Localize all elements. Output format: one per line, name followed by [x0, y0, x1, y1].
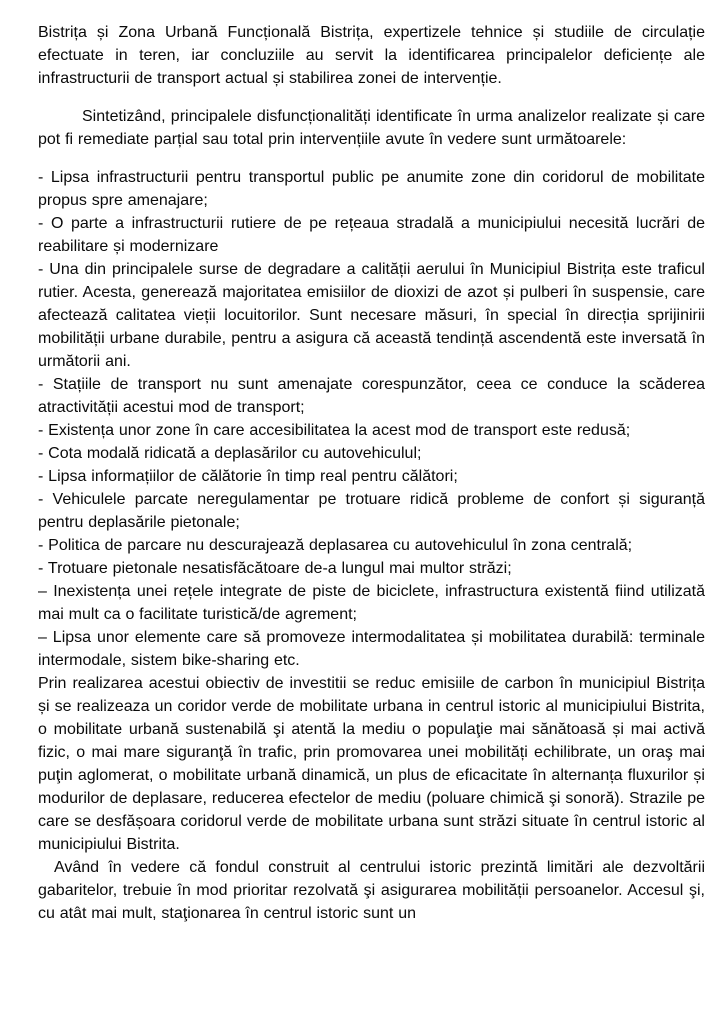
deficiency-item-politica-parcare: - Politica de parcare nu descurajează deplasarea cu autovehiculul în zona centrală; [38, 537, 633, 554]
deficiency-item-accesibilitate: - Existența unor zone în care accesibilitatea la acest mod de transport este redusă; [38, 422, 631, 439]
deficiency-item-calitate-aer: - Una din principalele surse de degradare a calității aerului în Municipiul Bistrița este traficul rutier. Acesta, generează majoritatea emisiilor de dioxizi de azot și pulberi în suspensie, care afectează calitatea vieții locuitorilor. Sunt necesare măsuri, în special în direcția sprijinirii mobilității urbane durabile, pentru a asigura că această tendință ascendentă este inversată în următorii ani. [38, 261, 705, 370]
para-avand-in-vedere: Având în vedere că fondul construit al centrului istoric prezintă limitări ale dezvoltării gabaritelor, trebuie în mod prioritar rezolvată şi asigurarea mobilității persoanelor. Accesul şi, cu atât mai mult, staţionarea în centrul istoric sunt un [38, 859, 705, 922]
deficiency-item-intermodalitate: – Lipsa unor elemente care să promoveze intermodalitatea și mobilitatea durabilă: terminale intermodale, sistem bike-sharing etc. [38, 629, 705, 669]
para-obiectiv-investitii: Prin realizarea acestui obiectiv de investitii se reduc emisiile de carbon în municipiul Bistrița și se realizeaza un coridor verde de mobilitate urbana in centrul istoric al municipiului Bistrita, o mobilitate urbană sustenabilă şi atentă la mediu o populaţie mai sănătoasă și mai activă fizic, o mai mare siguranţă în trafic, prin promovarea unei mobilități echilibrate, un oraş mai puţin aglomerat, o mobilitate urbană dinamică, un plus de eficacitate în alternanța fluxurilor și modurilor de deplasare, reducerea efectelor de mediu (poluare chimică şi sonoră). Strazile pe care se desfășoara coridorul verde de mobilitate urbana sunt străzi situate în centrul istoric al municipiului Bistrita. [38, 675, 705, 853]
para-intro-context: Bistrița și Zona Urbană Funcțională Bistrița, expertizele tehnice și studiile de circulație efectuate in teren, iar concluziile au servit la identificarea principalelor deficiențe ale infrastructurii de transport actual și stabilirea zonei de intervenție. [38, 24, 705, 87]
deficiency-item-informatii-calatorie: - Lipsa informațiilor de călătorie în timp real pentru călători; [38, 468, 458, 485]
deficiency-item-retea-stradala: - O parte a infrastructurii rutiere de pe rețeaua stradală a municipiului necesită lucrări de reabilitare și modernizare [38, 215, 705, 255]
deficiency-item-piste-biciclete: – Inexistența unei rețele integrate de piste de biciclete, infrastructura existentă fiind utilizată mai mult ca o facilitate turistică/de agrement; [38, 583, 705, 623]
deficiency-item-transport-public: - Lipsa infrastructurii pentru transportul public pe anumite zone din coridorul de mobilitate propus spre amenajare; [38, 169, 705, 209]
para-sintetizand: Sintetizând, principalele disfuncționalități identificate în urma analizelor realizate și care pot fi remediate parțial sau total prin intervențiile avute în vedere sunt următoarele: [38, 108, 705, 148]
deficiency-item-trotuare: - Trotuare pietonale nesatisfăcătoare de-a lungul mai multor străzi; [38, 560, 512, 577]
deficiency-item-vehicule-parcate: - Vehiculele parcate neregulamentar pe trotuare ridică probleme de confort și siguranță pentru deplasările pietonale; [38, 491, 705, 531]
deficiency-item-statii-transport: - Stațiile de transport nu sunt amenajate corespunzător, ceea ce conduce la scăderea atractivității acestui mod de transport; [38, 376, 705, 416]
deficiency-item-cota-modala: - Cota modală ridicată a deplasărilor cu autovehiculul; [38, 445, 422, 462]
